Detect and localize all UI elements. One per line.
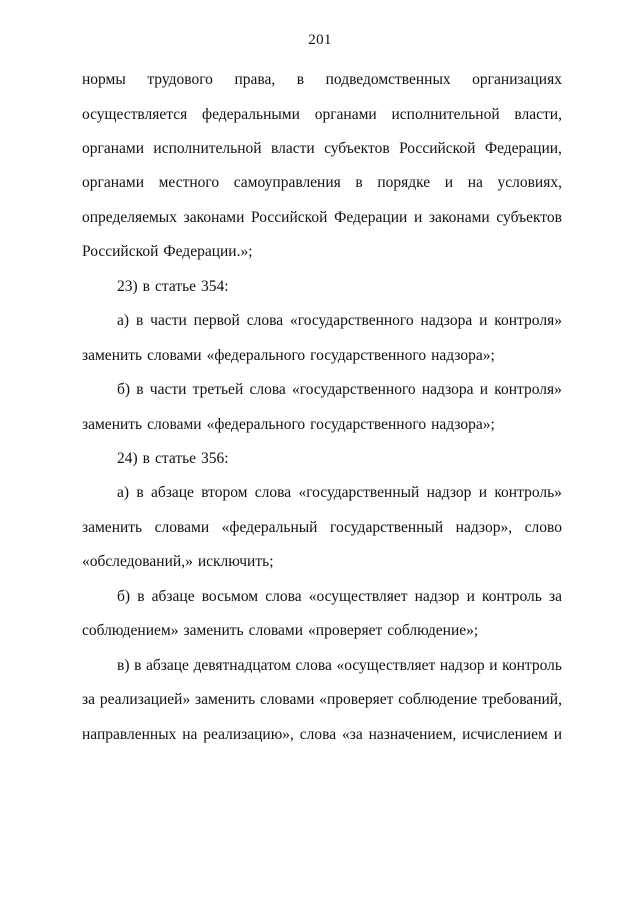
word: за — [548, 587, 562, 605]
word: Федерации — [334, 208, 408, 226]
text-line — [82, 70, 562, 90]
word: словами — [248, 622, 304, 640]
word: заменить — [82, 518, 143, 536]
word: законами — [183, 208, 245, 226]
word: слова — [265, 587, 302, 605]
word: органами — [82, 139, 145, 157]
word: соблюдением» — [82, 622, 179, 640]
word: подведомственных — [325, 71, 451, 88]
word: власти, — [514, 105, 562, 123]
word: «проверяет — [319, 691, 394, 709]
word: государственный — [330, 518, 444, 536]
word: «осуществляет — [336, 656, 436, 674]
text-line — [117, 449, 562, 469]
word: надзор», — [455, 518, 513, 536]
word: местного — [158, 174, 220, 192]
word: определяемых — [82, 208, 177, 226]
word: б) — [117, 587, 131, 605]
word: статье — [155, 450, 197, 467]
word: в — [137, 587, 145, 605]
word: «федеральный — [221, 518, 318, 536]
word: и — [444, 174, 454, 192]
word: «за — [341, 725, 363, 743]
word: в — [134, 656, 142, 674]
word: «федерального — [206, 415, 306, 433]
word: надзор — [414, 587, 460, 605]
text-line — [82, 173, 562, 193]
word: исчислением — [462, 725, 548, 743]
word: 24) — [117, 450, 138, 467]
word: и — [478, 484, 488, 502]
word: Российской — [251, 208, 328, 226]
word: слова — [246, 312, 284, 330]
word: «государственного — [292, 381, 416, 399]
word: реализацию», — [203, 725, 294, 743]
word: слова — [299, 725, 337, 743]
word: статье — [155, 277, 197, 295]
text-line — [117, 380, 562, 400]
word: слова — [249, 381, 286, 399]
word: требований, — [481, 691, 562, 709]
word: назначением, — [368, 725, 457, 743]
text-line — [117, 277, 562, 297]
word: контроль — [481, 587, 542, 605]
word: «государственный — [298, 484, 420, 502]
text-line — [82, 690, 562, 710]
word: 356: — [201, 450, 229, 467]
word: слово — [524, 518, 562, 536]
word: Федерации, — [484, 139, 562, 157]
word: реализацией» — [99, 691, 191, 709]
word: «осуществляет — [308, 587, 408, 605]
word: восьмом — [201, 587, 259, 605]
word: девятнадцатом — [193, 656, 291, 674]
word: 23) — [117, 277, 138, 295]
word: порядке — [377, 174, 431, 192]
word: а) — [117, 312, 130, 330]
word: абзаце — [151, 587, 195, 605]
word: соблюдение»; — [387, 622, 479, 640]
word: Федерации.»; — [163, 243, 253, 261]
word: исключить; — [197, 553, 274, 571]
word: втором — [201, 484, 248, 502]
word: надзора — [420, 312, 473, 330]
word: «государственного — [290, 312, 414, 330]
word: контроль — [502, 656, 562, 674]
word: Российской — [82, 243, 159, 261]
text-line — [117, 656, 562, 676]
word: абзаце — [145, 656, 189, 674]
text-line — [82, 242, 562, 262]
word: и — [479, 381, 489, 399]
word: в — [142, 450, 150, 467]
word: надзора»; — [431, 346, 495, 364]
text-line — [82, 621, 562, 641]
word: в — [142, 277, 150, 295]
word: федеральными — [202, 105, 300, 123]
text-line — [82, 518, 562, 538]
word: на — [467, 174, 483, 192]
word: надзора»; — [431, 415, 495, 433]
word: власти — [270, 139, 315, 157]
word: в — [296, 71, 305, 88]
word: «обследований,» — [82, 553, 193, 571]
word: заменить — [82, 346, 143, 364]
word: субъектов — [496, 208, 562, 226]
word: заменить — [82, 415, 143, 433]
text-line — [82, 139, 562, 159]
word: органами — [82, 174, 145, 192]
word: контроля» — [494, 312, 562, 330]
word: надзор — [426, 484, 472, 502]
word: первой — [193, 312, 240, 330]
word: контроля» — [494, 381, 562, 399]
text-line — [82, 725, 562, 745]
word: слова — [254, 484, 292, 502]
word: направленных — [82, 725, 177, 743]
word: в — [135, 312, 144, 330]
word: надзор — [439, 656, 485, 674]
word: надзора — [421, 381, 474, 399]
word: соблюдение — [398, 691, 478, 709]
text-line — [82, 552, 562, 572]
word: а) — [117, 484, 130, 502]
text-line — [82, 415, 562, 435]
word: самоуправления — [233, 174, 341, 192]
word: «проверяет — [308, 622, 383, 640]
word: заменить — [183, 622, 244, 640]
word: права, — [234, 71, 276, 88]
text-line — [82, 346, 562, 366]
word: и — [413, 208, 423, 226]
word: в — [355, 174, 363, 192]
word: абзаце — [150, 484, 194, 502]
word: государственного — [310, 346, 427, 364]
word: контроль» — [494, 484, 562, 502]
word: части — [149, 381, 187, 399]
word: словами — [154, 518, 210, 536]
word: Российской — [399, 139, 476, 157]
word: словами — [147, 415, 202, 433]
word: и — [553, 725, 562, 743]
text-line — [82, 105, 562, 125]
word: органами — [314, 105, 377, 123]
page-number: 201 — [308, 32, 332, 48]
word: организациях — [472, 71, 562, 88]
text-line — [117, 587, 562, 607]
word: государственного — [310, 415, 427, 433]
word: «федерального — [206, 346, 306, 364]
word: 354: — [201, 277, 229, 295]
word: на — [182, 725, 198, 743]
word: словами — [259, 691, 315, 709]
word: исполнительной — [391, 105, 500, 123]
word: заменить — [195, 691, 256, 709]
word: третьей — [192, 381, 244, 399]
text-line — [82, 208, 562, 228]
word: б) — [117, 381, 131, 399]
word: и — [479, 312, 488, 330]
word: части — [150, 312, 187, 330]
word: в) — [117, 656, 130, 674]
word: словами — [147, 346, 202, 364]
word: осуществляется — [82, 105, 188, 123]
word: исполнительной — [153, 139, 262, 157]
word: за — [82, 691, 96, 709]
word: в — [136, 381, 144, 399]
word: и — [466, 587, 475, 605]
word: в — [136, 484, 144, 502]
word: нормы — [82, 71, 126, 88]
word: субъектов — [324, 139, 390, 157]
text-line — [117, 311, 562, 331]
word: и — [489, 656, 498, 674]
text-line — [117, 483, 562, 503]
word: законами — [428, 208, 490, 226]
word: трудового — [147, 71, 213, 88]
word: слова — [295, 656, 332, 674]
word: условиях, — [497, 174, 562, 192]
